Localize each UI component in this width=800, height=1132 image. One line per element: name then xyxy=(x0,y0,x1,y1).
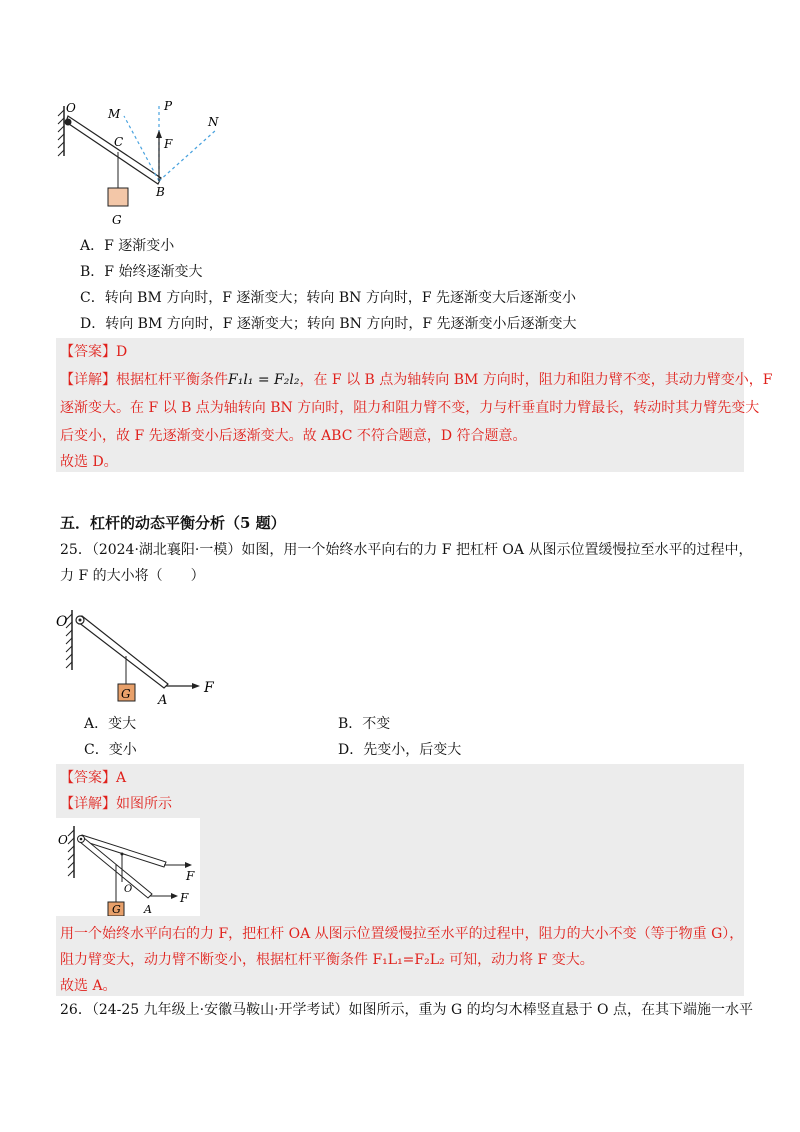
label-G: G xyxy=(112,213,122,227)
q24-option-c: C．转向 BM 方向时，F 逐渐变大；转向 BN 方向时，F 先逐渐变大后逐渐变小 xyxy=(80,290,577,306)
label-P: P xyxy=(164,99,173,113)
lever-detail-diagram xyxy=(56,818,200,916)
section-title: 五．杠杆的动态平衡分析（5 题） xyxy=(60,514,286,532)
q24-detail-line1: 【详解】根据杠杆平衡条件F₁l₁ = F₂l₂，在 F 以 B 点为轴转向 BM 方向时，阻力和阻力臂不变，其动力臂变小，F xyxy=(60,372,773,388)
q26-stem-line1: 26．（24-25 九年级上·安徽马鞍山·开学考试）如图所示，重为 G 的均匀木棒竖直悬于 O 点，在其下端施一水平 xyxy=(60,1002,753,1018)
label-F: F xyxy=(204,680,214,696)
label-F2: F xyxy=(180,891,189,905)
q25-stem-line2: 力 F 的大小将（ ） xyxy=(60,568,205,584)
q24-option-a: A．F 逐渐变小 xyxy=(80,238,175,254)
q25-conclusion: 故选 A。 xyxy=(60,978,117,994)
q24-option-b: B．F 始终逐渐变大 xyxy=(80,264,203,280)
label-O2: O xyxy=(124,884,133,895)
q24-option-d: D．转向 BM 方向时，F 逐渐变大；转向 BN 方向时，F 先逐渐变小后逐渐变大 xyxy=(80,316,577,332)
q25-detail-line2: 阻力臂变大，动力臂不断变小，根据杠杆平衡条件 F₁L₁=F₂L₂ 可知，动力将 F 变大。 xyxy=(60,952,594,968)
q25-answer: 【答案】A xyxy=(60,770,127,786)
label-G: G xyxy=(121,687,131,701)
label-O: O xyxy=(66,101,76,115)
q24-conclusion: 故选 D。 xyxy=(60,454,118,470)
q24-detail-line2: 逐渐变大。在 F 以 B 点为轴转向 BN 方向时，阻力和阻力臂不变，力与杆垂直时力臂最长，转动时其力臂先变大 xyxy=(60,400,760,416)
lever-diagram-q25 xyxy=(56,600,226,710)
label-G: G xyxy=(112,903,121,916)
lever-formula: F₁l₁ = F₂l₂ xyxy=(228,372,300,388)
q25-option-c: C．变小 xyxy=(84,742,137,758)
label-F: F xyxy=(164,137,173,151)
label-F1: F xyxy=(186,869,195,883)
q25-stem-line1: 25．（2024·湖北襄阳·一模）如图，用一个始终水平向右的力 F 把杠杆 OA 从图示位置缓慢拉至水平的过程中， xyxy=(60,542,753,558)
label-A: A xyxy=(144,903,152,916)
label-M: M xyxy=(108,107,121,121)
label-B: B xyxy=(156,185,165,199)
q25-option-d: D．先变小，后变大 xyxy=(338,742,462,758)
q25-detail-line1: 用一个始终水平向右的力 F，把杠杆 OA 从图示位置缓慢拉至水平的过程中，阻力的大小不变（等于物重 G）， xyxy=(60,926,744,942)
label-N: N xyxy=(208,115,219,129)
q24-detail-line3: 后变小，故 F 先逐渐变小后逐渐变大。故 ABC 不符合题意，D 符合题意。 xyxy=(60,428,527,444)
q25-detail-intro: 【详解】如图所示 xyxy=(60,796,172,812)
label-O: O xyxy=(56,614,68,630)
q24-answer: 【答案】D xyxy=(60,344,128,360)
q25-option-a: A．变大 xyxy=(84,716,137,732)
label-A: A xyxy=(158,693,168,708)
label-O: O xyxy=(58,833,68,847)
label-C: C xyxy=(114,135,124,149)
lever-diagram-q24 xyxy=(56,96,236,232)
q25-option-b: B．不变 xyxy=(338,716,391,732)
